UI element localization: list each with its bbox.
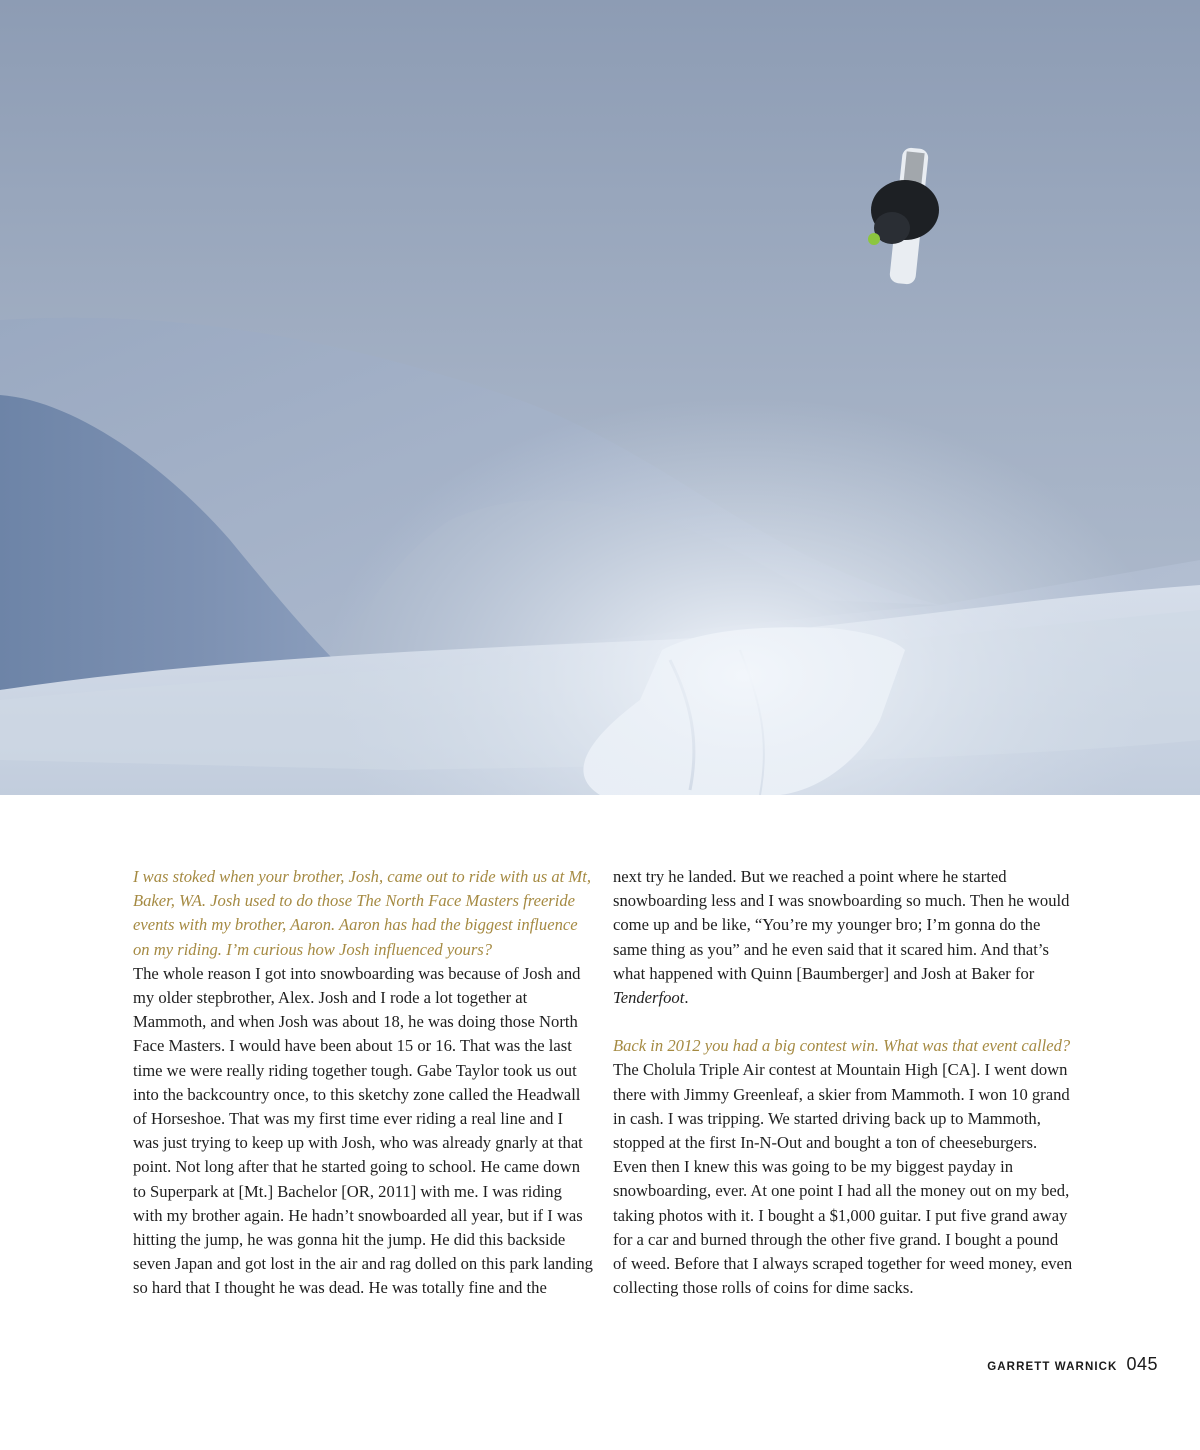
answer-1: The whole reason I got into snowboarding was because of Josh and my older stepbrother, Alex. Josh and I rode a lot together at Mammoth, and when Josh was about 18, he was doing those North Face Masters. I would have been about 15 or 16. That was the last time we were really riding together tough. Gabe Taylor took us out into the backcountry once, to this sketchy zone called the Headwall of Horseshoe. That was my first time ever riding a real line and I was just trying to keep up with Josh, who was already gnarly at that point. Not long after that he started going to school. He came down to Superpark at [Mt.] Bachelor [OR, 2011] with me. I was riding with my brother again. He hadn’t snowboarded all year, but if I was hitting the jump, he was gonna hit the jump. He did this backside seven Japan and got lost in the air and rag dolled on this park landing so hard that I thought he was dead. He was totally fine and the bbox=[133, 963, 593, 1298]
answer-2: The Cholula Triple Air contest at Mountain High [CA]. I went down there with Jimmy Greenleaf, a skier from Mammoth. I won 10 grand in cash. I was tripping. We started driving back up to Mammoth, stopped at the first In-N-Out and bought a ton of cheeseburgers. Even then I knew this was going to be my biggest payday in snowboarding, ever. At one point I had all the money out on my bed, taking photos with it. I bought a $1,000 guitar. I put five grand away for a car and burned through the other five grand. I bought a pound of weed. Before that I always scraped together for weed money, even collecting those rolls of coins for dime sacks. bbox=[613, 1060, 1073, 1298]
article-column-left bbox=[133, 865, 593, 1301]
answer-1-continued-text: next try he landed. But we reached a point where he started snowboarding less and I was snowboarding so much. Then he would come up and be like, “You’re my younger bro; I’m gonna do the same thing as you” and he even said that it scared him. And that’s what happened with Quinn [Baumberger] and Josh at Baker for bbox=[613, 867, 1070, 983]
film-title: Tenderfoot bbox=[613, 988, 685, 1008]
article-column-right bbox=[613, 865, 1073, 1300]
question-2: Back in 2012 you had a big contest win. What was that event called? bbox=[613, 1036, 1071, 1056]
answer-1-continued bbox=[613, 865, 1073, 1010]
paragraph-gap bbox=[613, 1010, 1073, 1034]
question-1: I was stoked when your brother, Josh, came out to ride with us at Mt, Baker, WA. Josh used to do those The North Face Masters freeride events with my brother, Aaron. Aaron has had the biggest influence on my riding. I’m curious how Josh influenced yours? bbox=[133, 867, 591, 959]
page-number: 045 bbox=[1126, 1354, 1158, 1374]
answer-1-end: . bbox=[684, 988, 689, 1008]
page-footer bbox=[987, 1354, 1158, 1375]
footer-name: GARRETT WARNICK bbox=[987, 1361, 1118, 1373]
